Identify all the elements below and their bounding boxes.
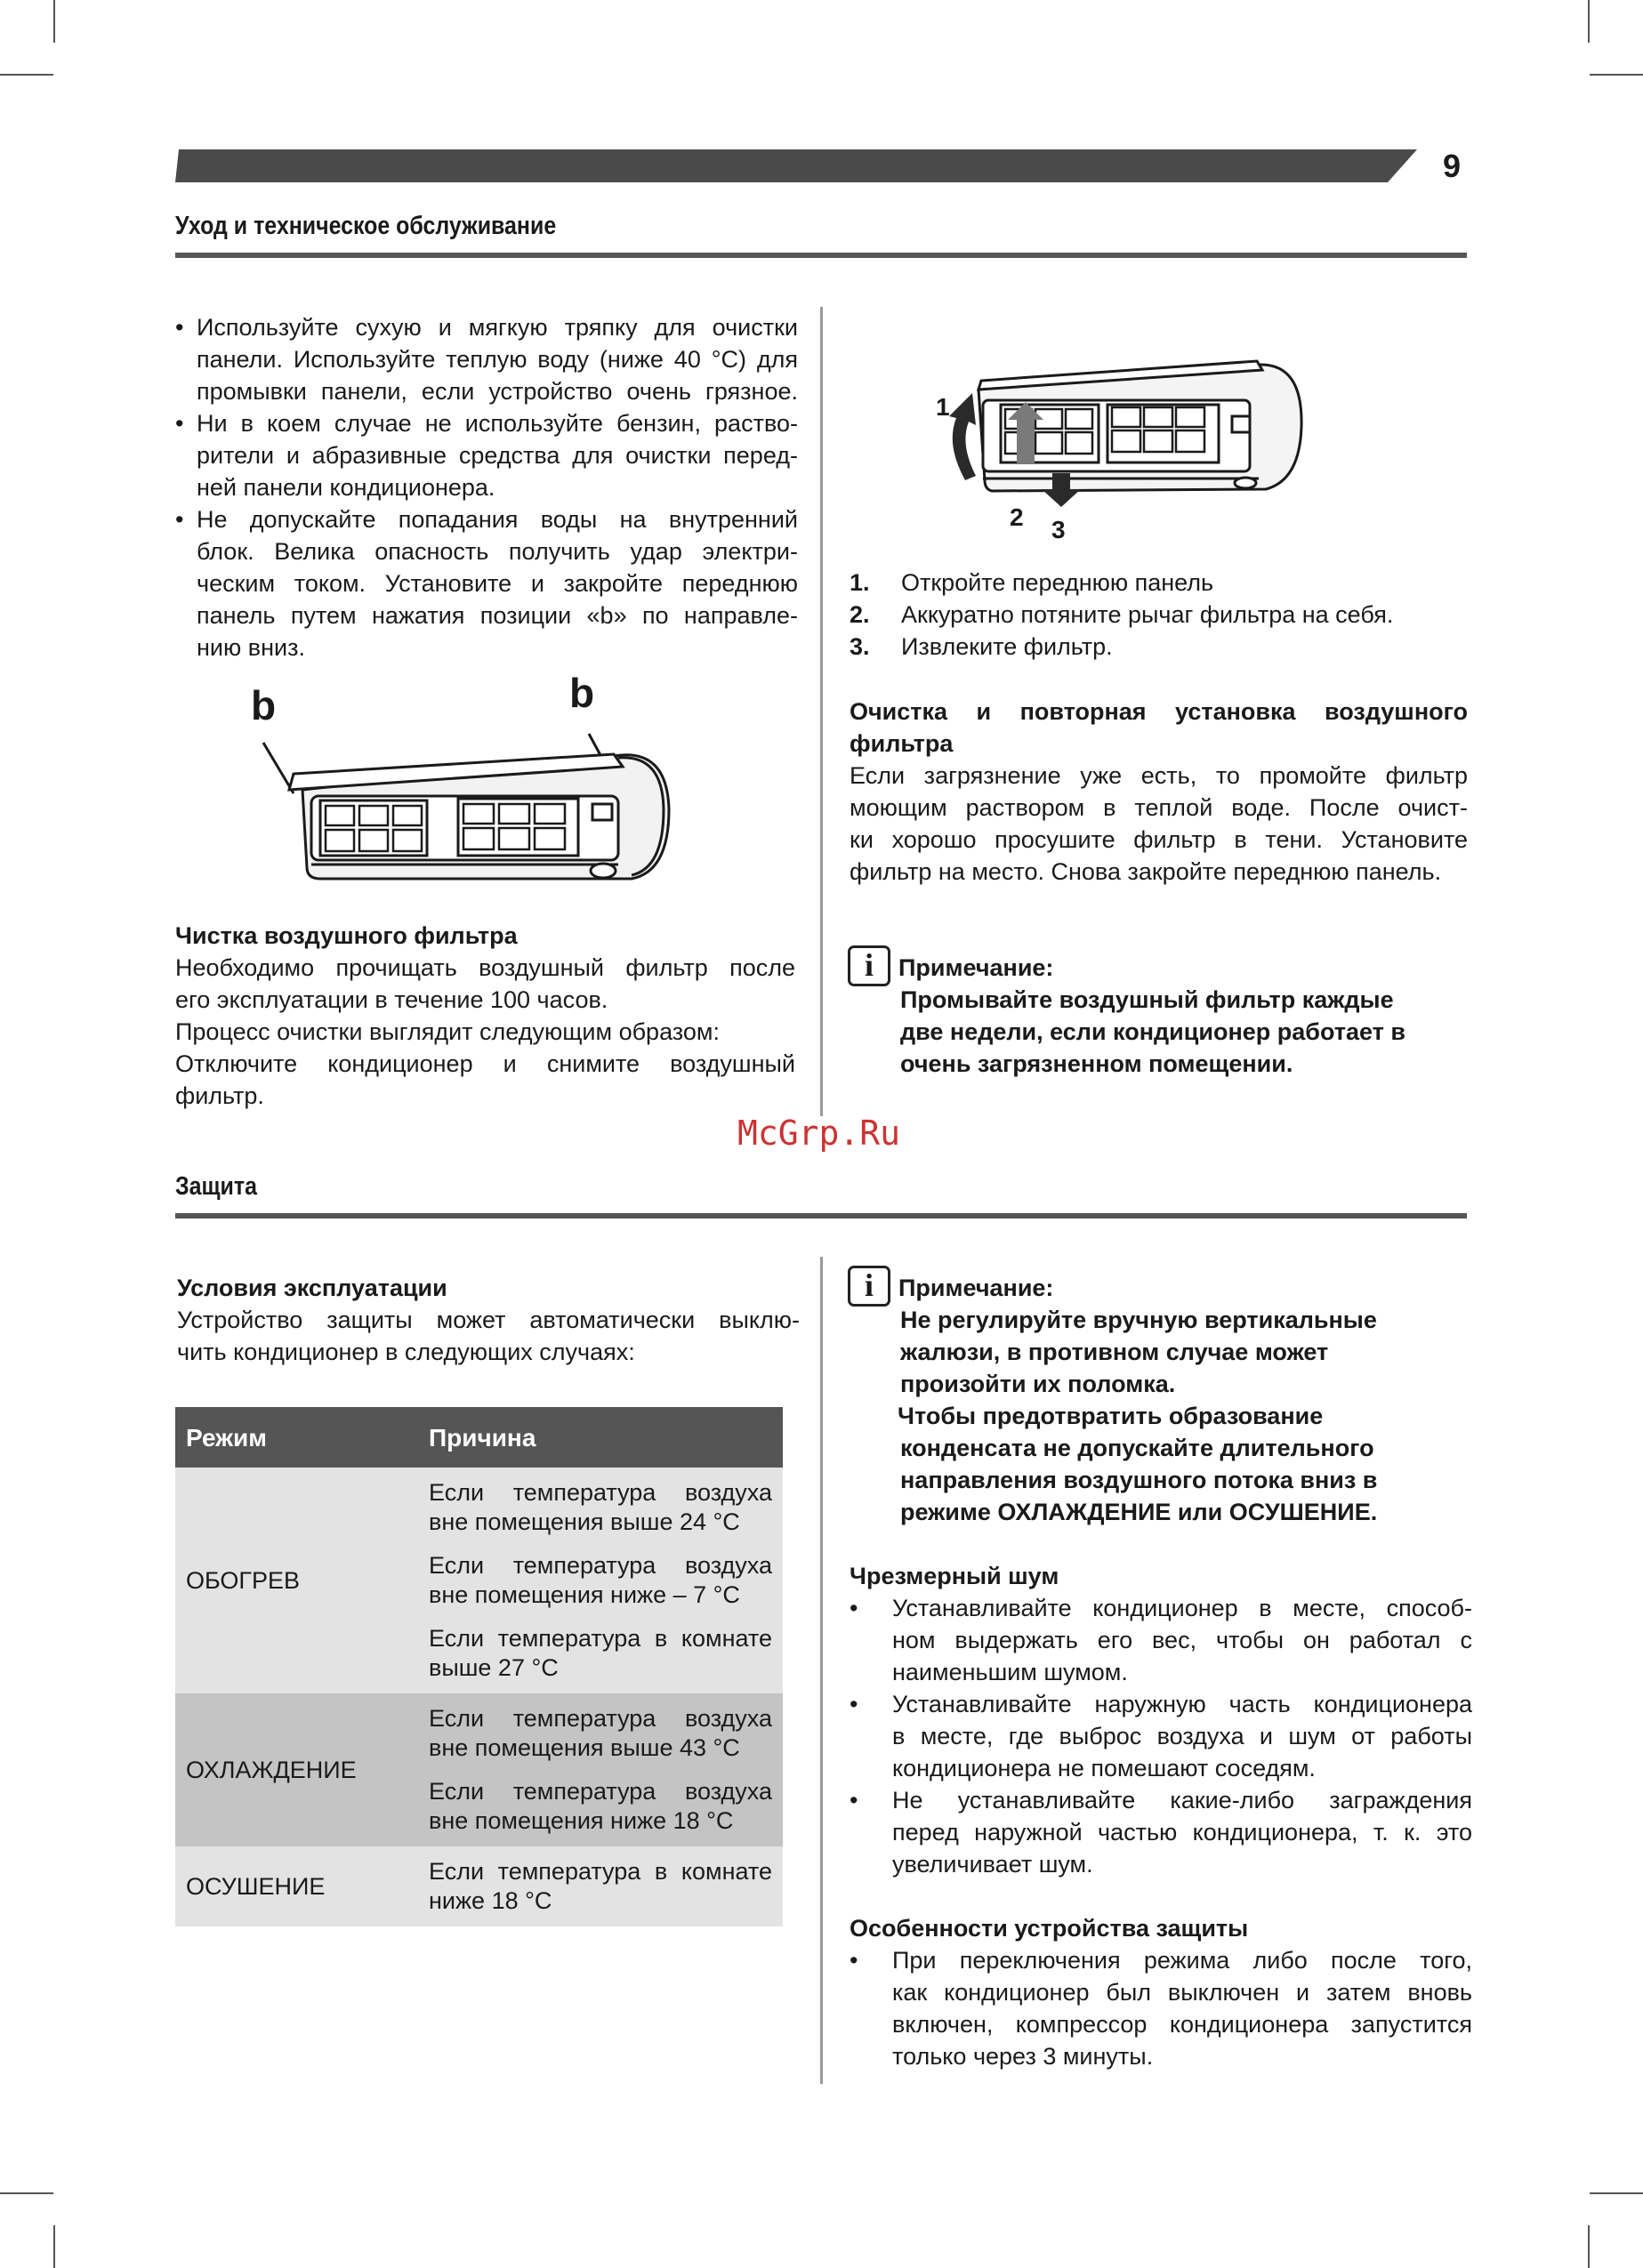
crop-mark <box>1588 2225 1590 2268</box>
care-bullet <box>175 407 798 503</box>
column-header-mode: Режим <box>175 1407 418 1468</box>
text-line: Очистка и повторная установка воздушного <box>850 698 1468 725</box>
care-bullet <box>175 311 798 407</box>
reason-cell <box>418 1846 783 1926</box>
protection-features-title: Особенности устройства защиты <box>850 1915 1249 1942</box>
reason-cell <box>418 1468 783 1544</box>
text-line: кондиционера не помешают соседям. <box>892 1755 1316 1781</box>
text-line: • Используйте сухую и мягкую тряпку для очистки <box>197 314 798 341</box>
text-line: вне помещения выше 43 °С <box>429 1734 740 1761</box>
text-line: • Устанавливайте кондиционер в месте, способ- <box>892 1595 1472 1621</box>
text-line: ном выдержать его вес, чтобы он работал с <box>892 1627 1472 1653</box>
text-line: выше 27 °С <box>429 1654 559 1681</box>
removal-step <box>850 631 1472 663</box>
text-line: вне помещения выше 24 °С <box>429 1508 740 1535</box>
removal-steps <box>850 567 1472 663</box>
text-line: вне помещения ниже 18 °С <box>429 1807 734 1834</box>
text-line: Чтобы предотвратить образование <box>898 1403 1324 1429</box>
section-rule <box>175 1213 1467 1218</box>
section-title-care: Уход и техническое обслуживание <box>175 212 557 240</box>
text-line: его эксплуатации в течение 100 часов. <box>175 986 608 1013</box>
reason-cell <box>418 1544 783 1617</box>
table-row <box>175 1468 783 1544</box>
text-line: Если загрязнение уже есть, то промойте фильтр <box>850 762 1468 789</box>
figure-label-2: 2 <box>1010 503 1024 531</box>
text-line: конденсата не допускайте длительного <box>900 1435 1374 1461</box>
text-line: рители и абразивные средства для очистки перед- <box>197 442 798 469</box>
text-line: Если температура воздуха <box>429 1552 772 1579</box>
column-divider <box>820 1257 823 2084</box>
filter-cleaning-title: Чистка воздушного фильтра <box>175 922 518 949</box>
protection-features-bullets <box>850 1944 1472 2072</box>
table-row <box>175 1846 783 1926</box>
protection-table <box>175 1407 783 1926</box>
text-line: • Устанавливайте наружную часть кондиционера <box>892 1691 1472 1717</box>
mode-cell: ОБОГРЕВ <box>186 1566 301 1594</box>
text-line: блок. Велика опасность получить удар электри- <box>197 538 798 565</box>
crop-mark <box>1590 74 1643 76</box>
operating-conditions-text <box>177 1304 800 1368</box>
text-line: увеличивает шум. <box>892 1851 1093 1878</box>
table-header-row <box>175 1407 783 1468</box>
figure-label-3: 3 <box>1051 516 1066 543</box>
section-rule <box>175 253 1467 258</box>
text-line: перед наружной частью кондиционера, т. к. это <box>892 1819 1472 1846</box>
figure-label-b: b <box>569 670 595 716</box>
crop-mark <box>53 0 55 43</box>
watermark: McGrp.Ru <box>737 1114 901 1153</box>
text-line: Необходимо прочищать воздушный фильтр после <box>175 954 795 981</box>
note-label: Примечание: <box>898 954 1054 981</box>
text-line: ческим током. Установите и закройте переднюю <box>197 570 798 597</box>
crop-mark <box>1590 2192 1643 2194</box>
noise-bullet <box>850 1784 1472 1880</box>
crop-mark <box>53 2225 55 2268</box>
text-line: Если температура воздуха <box>429 1479 772 1506</box>
text-line: панели. Используйте теплую воду (ниже 40 °С) для <box>197 346 798 373</box>
text-line: включен, компрессор кондиционера запустится <box>892 2011 1472 2038</box>
step-text: Аккуратно потяните рычаг фильтра на себя. <box>901 601 1394 628</box>
text-line: • Не допускайте попадания воды на внутренний <box>197 506 798 533</box>
table-row <box>175 1693 783 1770</box>
text-line: • Не устанавливайте какие-либо заграждения <box>892 1787 1472 1814</box>
text-line: ней панели кондиционера. <box>197 474 495 501</box>
features-bullet <box>850 1944 1472 2072</box>
column-divider <box>820 307 823 1116</box>
info-icon: i <box>848 1266 890 1307</box>
text-line: вне помещения ниже – 7 °С <box>429 1581 740 1608</box>
text-line: Отключите кондиционер и снимите воздушный <box>175 1050 795 1077</box>
step-number: 3. <box>850 633 870 660</box>
text-line: Не регулируйте вручную вертикальные <box>900 1307 1377 1333</box>
text-line: Если температура воздуха <box>429 1705 772 1732</box>
operating-conditions-title: Условия эксплуатации <box>177 1275 447 1301</box>
reason-cell <box>418 1617 783 1693</box>
text-line: очень загрязненном помещении. <box>900 1050 1293 1077</box>
care-bullets <box>175 311 798 664</box>
reason-cell <box>418 1693 783 1770</box>
step-text: Извлеките фильтр. <box>901 633 1113 660</box>
text-line: фильтра <box>850 730 954 757</box>
crop-mark <box>0 2192 53 2194</box>
noise-bullets <box>850 1592 1472 1880</box>
text-line: Промывайте воздушный фильтр каждые <box>900 986 1394 1013</box>
column-header-reason: Причина <box>418 1407 783 1468</box>
note-text <box>900 1304 1470 1528</box>
reason-cell <box>418 1770 783 1846</box>
step-text: Откройте переднюю панель <box>901 569 1214 596</box>
page-number: 9 <box>1443 148 1462 184</box>
section-title-protection: Защита <box>175 1172 257 1201</box>
removal-step <box>850 599 1472 631</box>
text-line: промывки панели, если устройство очень грязное. <box>197 378 798 405</box>
removal-step <box>850 567 1472 599</box>
text-line: две недели, если кондиционер работает в <box>900 1018 1405 1045</box>
text-line: ниже 18 °С <box>429 1887 552 1914</box>
figure-label-1: 1 <box>936 393 950 421</box>
text-line: Процесс очистки выглядит следующим образом: <box>175 1018 720 1045</box>
step-number: 2. <box>850 601 870 628</box>
mode-cell: ОСУШЕНИЕ <box>186 1872 326 1900</box>
text-line: Если температура воздуха <box>429 1778 772 1805</box>
step-number: 1. <box>850 569 870 596</box>
text-line: в месте, где выброс воздуха и шум от работы <box>892 1723 1472 1749</box>
text-line: • При переключения режима либо после того, <box>892 1947 1472 1974</box>
mode-cell: ОХЛАЖДЕНИЕ <box>186 1756 357 1783</box>
header-bar <box>175 149 1417 182</box>
text-line: нию вниз. <box>197 634 305 661</box>
text-line: произойти их поломка. <box>900 1371 1176 1397</box>
filter-reinstall-text <box>850 760 1468 888</box>
text-line: направления воздушного потока вниз в <box>900 1467 1378 1493</box>
note-label: Примечание: <box>898 1275 1054 1301</box>
text-line: жалюзи, в противном случае может <box>900 1339 1329 1365</box>
crop-mark <box>0 74 53 76</box>
filter-removal-figure <box>930 356 1308 547</box>
text-line: ки хорошо просушите фильтр в тени. Установите <box>850 826 1468 853</box>
text-line: чить кондиционер в следующих случаях: <box>177 1339 635 1365</box>
figure-label-b: b <box>251 682 277 728</box>
text-line: моющим раствором в теплой воде. После очист- <box>850 794 1468 821</box>
text-line: наименьшим шумом. <box>892 1659 1128 1685</box>
note-text <box>900 984 1470 1080</box>
text-line: • Ни в коем случае не используйте бензин, раство- <box>197 410 798 437</box>
text-line: фильтр. <box>175 1082 264 1109</box>
noise-bullet <box>850 1688 1472 1784</box>
ac-unit-closing-figure <box>258 712 676 889</box>
text-line: фильтр на место. Снова закройте переднюю панель. <box>850 858 1442 885</box>
text-line: как кондиционер был выключен и затем вновь <box>892 1979 1472 2006</box>
filter-cleaning-text <box>175 952 795 1112</box>
text-line: режиме ОХЛАЖДЕНИЕ или ОСУШЕНИЕ. <box>900 1499 1378 1525</box>
care-bullet <box>175 503 798 664</box>
filter-reinstall-title <box>850 696 1468 760</box>
text-line: Если температура в комнате <box>429 1625 772 1652</box>
noise-title: Чрезмерный шум <box>850 1563 1059 1589</box>
text-line: панель путем нажатия позиции «b» по направле- <box>197 602 798 629</box>
text-line: Устройство защиты может автоматически выклю- <box>177 1307 800 1333</box>
info-icon: i <box>848 945 890 986</box>
text-line: только через 3 минуты. <box>892 2043 1154 2070</box>
text-line: Если температура в комнате <box>429 1858 772 1885</box>
crop-mark <box>1588 0 1590 43</box>
noise-bullet <box>850 1592 1472 1688</box>
